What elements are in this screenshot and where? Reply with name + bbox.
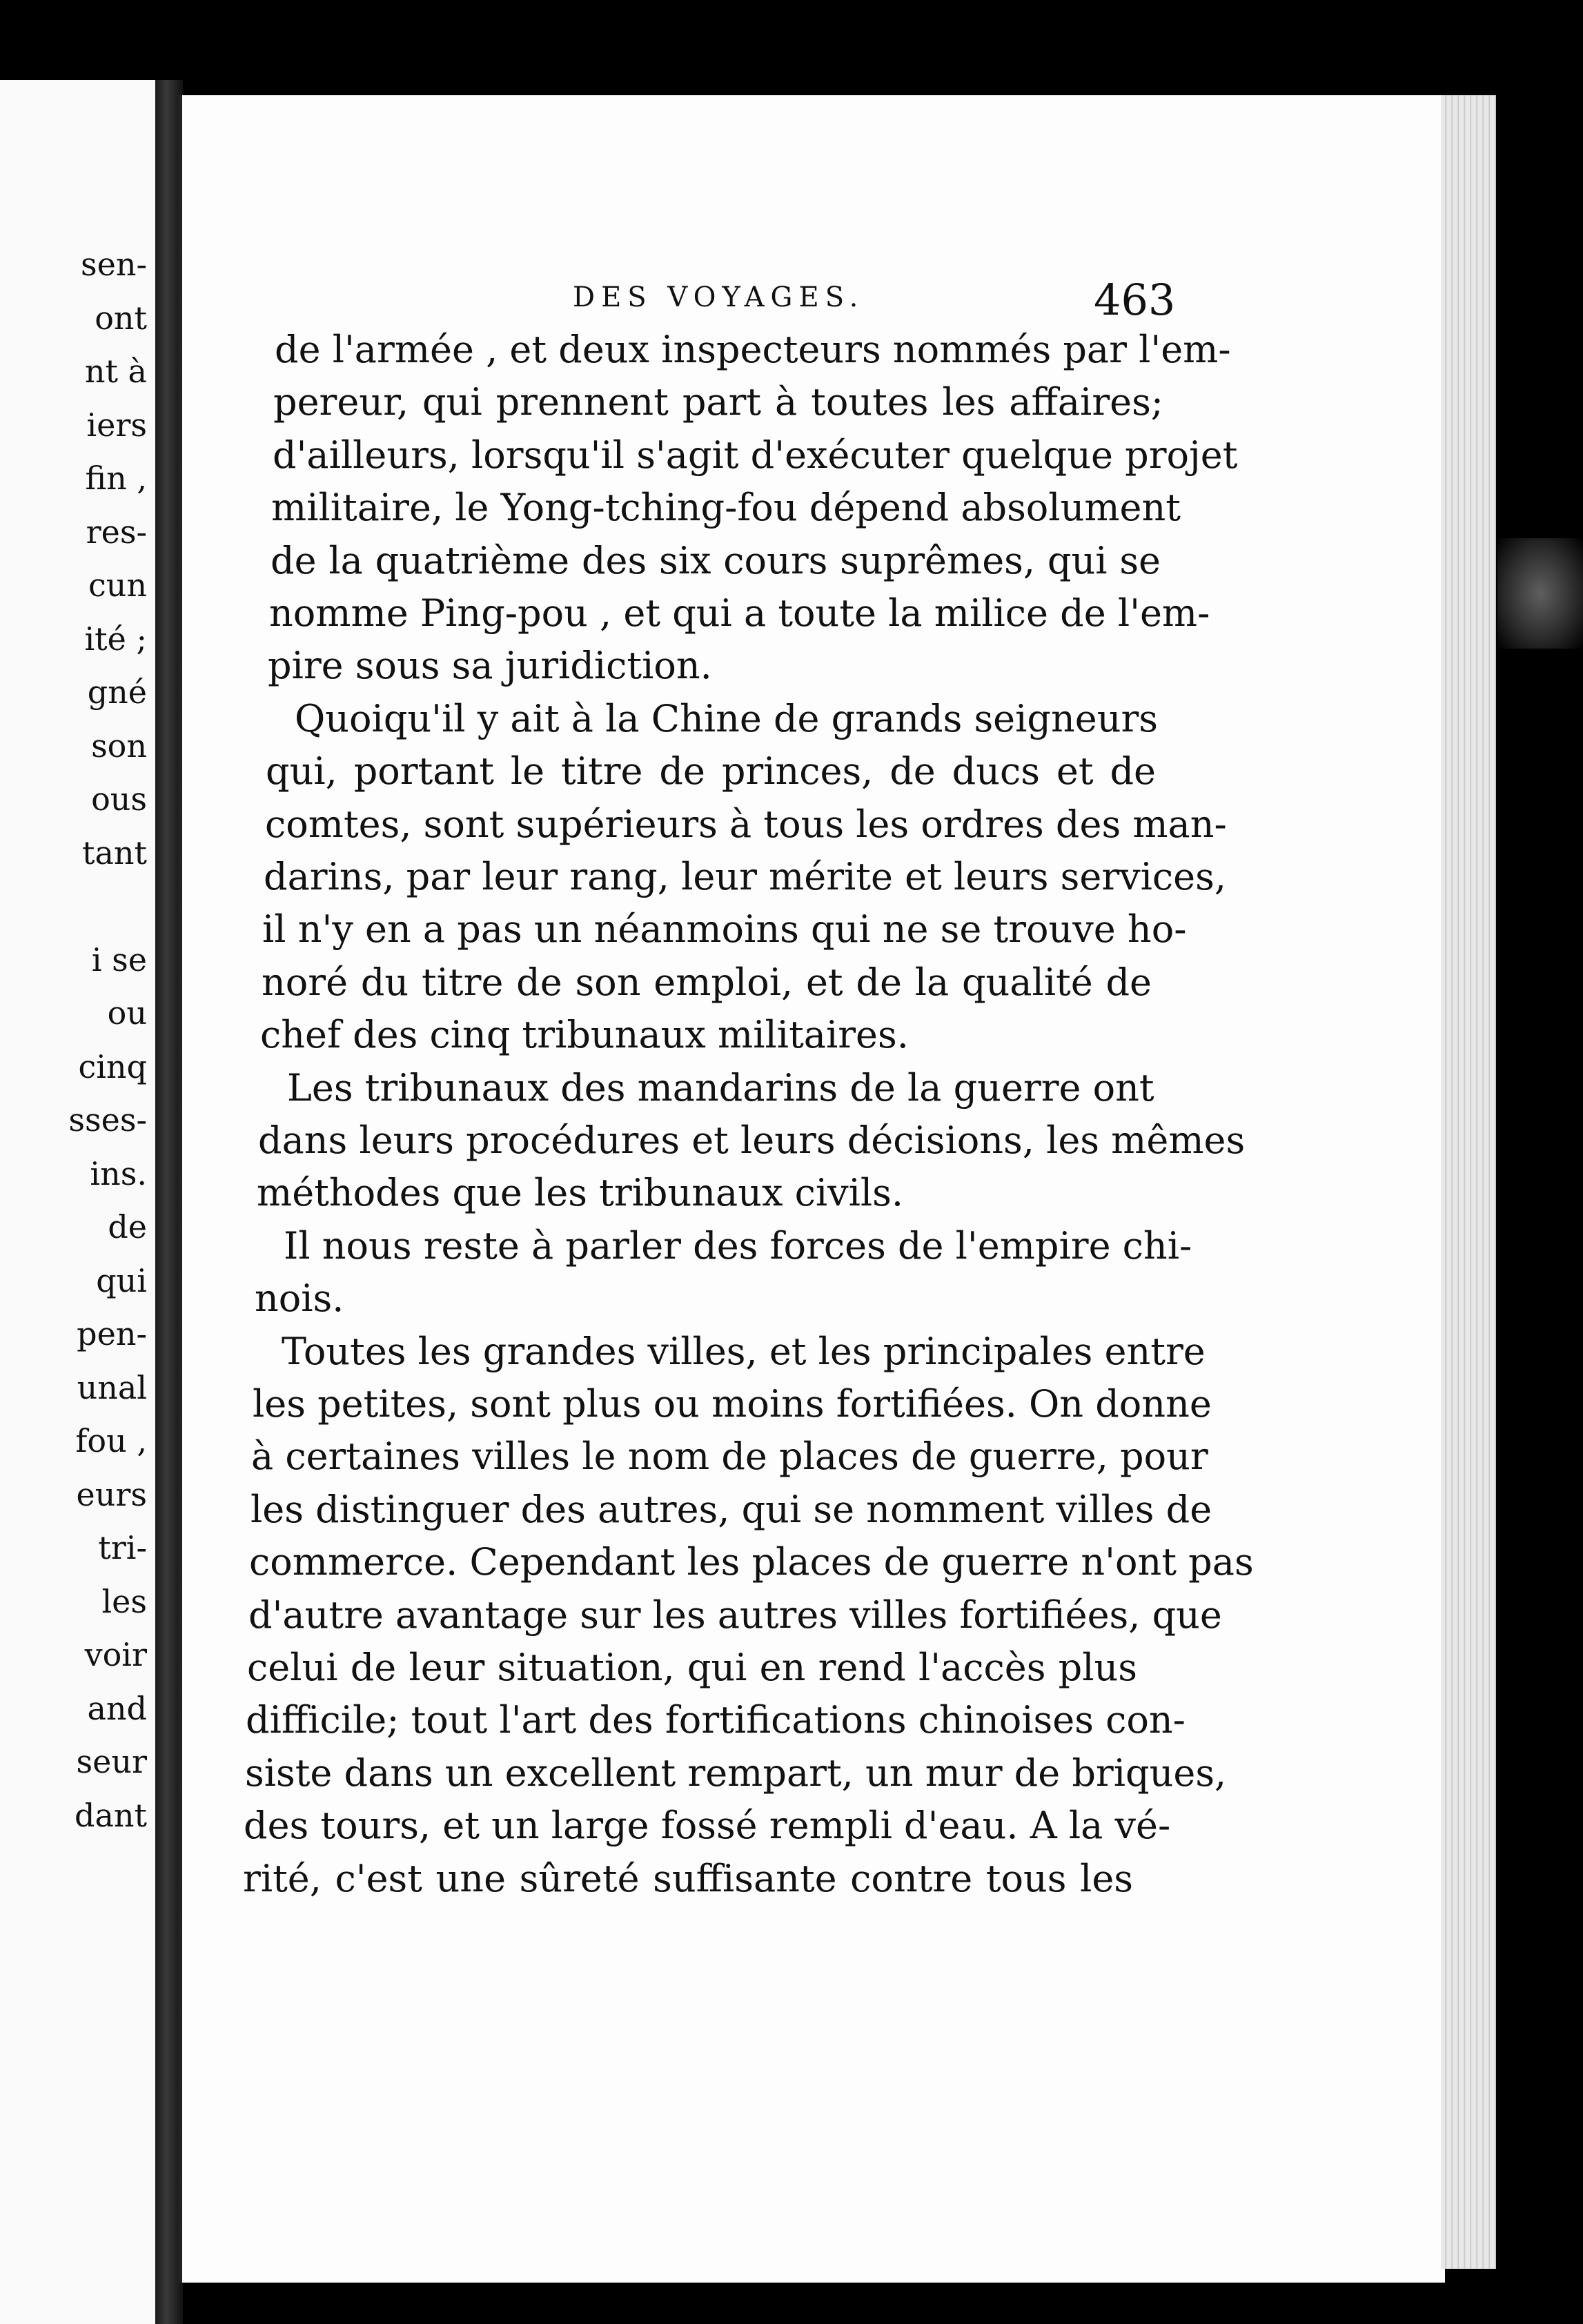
left-page-line: ité ; (84, 620, 147, 658)
text-line: Toutes les grandes villes, et les principales entre (282, 1329, 1206, 1373)
edge-stain (1497, 538, 1583, 649)
left-page-line: son (91, 727, 147, 765)
left-page-line: qui (96, 1261, 147, 1299)
left-page-fragment (0, 80, 155, 2324)
page-number: 463 (1094, 275, 1176, 325)
text-line: de l'armée , et deux inspecteurs nommés par l'em- (275, 328, 1231, 371)
left-page-line: sen- (81, 246, 147, 283)
text-line: rité, c'est une sûreté suffisante contre tous les (243, 1856, 1133, 1900)
left-page-line: seur (76, 1743, 147, 1780)
left-page-line: ous (91, 780, 147, 818)
text-line: comtes, sont supérieurs à tous les ordres des man- (265, 802, 1227, 846)
text-line: Il nous reste à parler des forces de l'empire chi- (284, 1223, 1192, 1268)
left-page-line: voir (84, 1636, 147, 1673)
text-line: pire sous sa juridiction. (268, 644, 712, 688)
text-line: difficile; tout l'art des fortifications chinoises con- (246, 1698, 1186, 1742)
text-line: de la quatrième des six cours suprêmes, qui se (271, 538, 1161, 582)
left-page-line: de (108, 1208, 147, 1245)
left-page-line: nt à (84, 353, 147, 390)
text-line: pereur, qui prennent part à toutes les affaires; (273, 380, 1163, 424)
left-page-line: ins. (90, 1154, 147, 1192)
text-line: darins, par leur rang, leur mérite et leurs services, (264, 855, 1226, 898)
running-head: DES VOYAGES. (573, 282, 865, 313)
left-page-line: tant (81, 834, 147, 872)
left-page-line: tri- (98, 1529, 147, 1566)
left-page-line: gné (87, 673, 147, 711)
text-line: Les tribunaux des mandarins de la guerre ont (287, 1065, 1154, 1110)
text-line: les distinguer des autres, qui se nomment villes de (250, 1487, 1212, 1531)
left-page-line: eurs (76, 1475, 147, 1513)
left-page-line: iers (86, 406, 147, 444)
text-line: méthodes que les tribunaux civils. (257, 1171, 904, 1215)
text-line: militaire, le Yong-tching-fou dépend absolument (271, 486, 1181, 530)
text-line: des tours, et un large fossé rempli d'eau. A la vé- (244, 1804, 1171, 1848)
left-page-line: les (101, 1582, 147, 1620)
text-line: nomme Ping-pou , et qui a toute la milice de l'em- (269, 591, 1210, 635)
text-line: Quoiqu'il y ait à la Chine de grands seigneurs (295, 696, 1159, 740)
left-page-line: fou , (75, 1422, 147, 1459)
left-page-line: cun (88, 567, 147, 604)
left-page-line: dant (75, 1796, 147, 1834)
text-line: à certaines villes le nom de places de guerre, pour (251, 1435, 1208, 1479)
left-page-line: i se (91, 941, 147, 978)
left-page-line: fin , (85, 460, 147, 497)
left-page-line: and (87, 1689, 147, 1727)
text-line: qui, portant le titre de princes, de ducs et de (266, 749, 1156, 794)
text-line: siste dans un excellent rempart, un mur de briques, (245, 1751, 1227, 1795)
left-page-line: unal (77, 1368, 147, 1406)
text-line: il n'y en a pas un néanmoins qui ne se trouve ho- (262, 907, 1187, 952)
page-edge (1441, 95, 1496, 2269)
text-line: d'ailleurs, lorsqu'il s'agit d'exécuter quelque projet (273, 433, 1238, 477)
left-page-line: res- (86, 513, 147, 551)
text-line: nois. (255, 1277, 344, 1321)
left-page-line: sses- (68, 1101, 147, 1139)
text-line: chef des cinq tribunaux militaires. (260, 1013, 909, 1057)
left-page-line: pen- (77, 1315, 147, 1352)
text-line: les petites, sont plus ou moins fortifiées. On donne (253, 1382, 1212, 1426)
left-page-line: cinq (78, 1047, 147, 1085)
text-line: d'autre avantage sur les autres villes fortifiées, que (248, 1593, 1222, 1637)
left-page-line: ou (107, 994, 147, 1032)
text-line: dans leurs procédures et leurs décisions, les mêmes (258, 1119, 1246, 1162)
text-line: celui de leur situation, qui en rend l'accès plus (247, 1646, 1137, 1689)
left-page-line: ont (95, 299, 147, 337)
text-line: commerce. Cependant les places de guerre n'ont pas (249, 1540, 1254, 1584)
text-line: noré du titre de son emploi, et de la qualité de (262, 960, 1152, 1004)
